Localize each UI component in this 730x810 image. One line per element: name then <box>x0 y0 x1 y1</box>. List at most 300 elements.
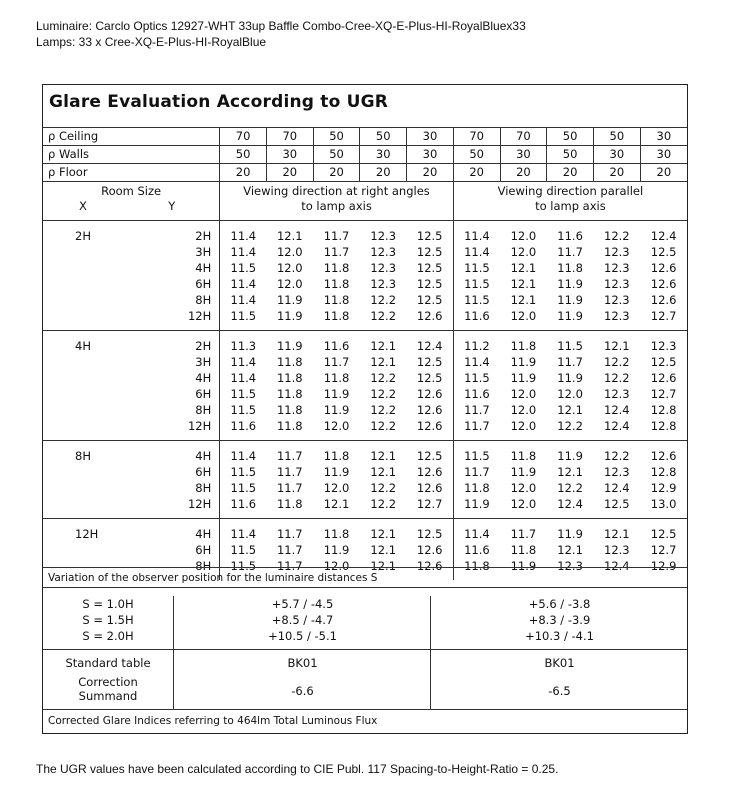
footer-note: The UGR values have been calculated according to CIE Publ. 117 Spacing-to-Height-Ratio = 0.25. <box>36 762 559 776</box>
ugr-value: 12.4 <box>604 481 630 495</box>
luminaire-header <box>36 18 526 50</box>
ugr-value: 11.4 <box>220 519 267 543</box>
ugr-value: 12.1 <box>510 277 537 291</box>
reflectance-value: 70 <box>220 128 267 146</box>
ugr-value: 12.8 <box>650 419 677 433</box>
ugr-value: 11.5 <box>220 402 267 418</box>
ugr-value: 12.6 <box>416 543 443 557</box>
ugr-value: 12.6 <box>650 371 677 385</box>
table-title: Glare Evaluation According to UGR <box>49 92 389 112</box>
parallel-line1: Viewing direction parallel <box>497 184 644 198</box>
ugr-value: 12.7 <box>416 497 443 511</box>
reflectance-value: 20 <box>407 164 454 182</box>
room-x <box>43 542 173 558</box>
ugr-value: 11.7 <box>276 481 303 495</box>
ugr-value: 12.5 <box>407 221 454 245</box>
ugr-table <box>43 127 687 580</box>
ugr-value: 11.7 <box>557 245 583 259</box>
ugr-value: 11.7 <box>500 519 547 543</box>
ugr-value: 12.3 <box>370 245 397 259</box>
ugr-value: 12.3 <box>604 261 630 275</box>
right-angles-header <box>220 182 454 221</box>
ugr-value: 11.8 <box>313 441 360 465</box>
reflectance-value: 50 <box>220 146 267 164</box>
ugr-value: 11.6 <box>220 496 267 519</box>
reflectance-row <box>43 128 687 146</box>
ugr-value: 11.5 <box>220 542 267 558</box>
ugr-value: 11.4 <box>220 292 267 308</box>
reflectance-value: 30 <box>266 146 313 164</box>
ugr-value: 11.4 <box>220 354 267 370</box>
ugr-value: 12.3 <box>640 331 687 355</box>
ugr-value: 12.4 <box>557 497 583 511</box>
ugr-value: 11.8 <box>313 519 360 543</box>
ugr-value: 11.4 <box>220 221 267 245</box>
reflectance-value: 30 <box>593 146 640 164</box>
ugr-value: 11.8 <box>453 558 500 580</box>
ugr-value: 12.0 <box>557 387 583 401</box>
room-y: 12H <box>187 419 212 433</box>
ugr-value: 12.2 <box>370 419 397 433</box>
ugr-value: 11.6 <box>220 418 267 441</box>
room-y: 4H <box>173 441 220 465</box>
reflectance-value: 70 <box>453 128 500 146</box>
room-x: 2H <box>43 221 173 245</box>
ugr-value: 11.9 <box>266 331 313 355</box>
ugr-value: 11.5 <box>220 480 267 496</box>
reflectance-label: ρ Walls <box>43 146 220 164</box>
ugr-value: 12.2 <box>370 371 397 385</box>
ugr-value: 11.8 <box>323 371 350 385</box>
ugr-value: 12.2 <box>370 481 397 495</box>
ugr-value: 12.1 <box>557 403 583 417</box>
ugr-value: 11.8 <box>276 419 303 433</box>
ugr-value: 12.0 <box>323 419 350 433</box>
ugr-value: 12.5 <box>416 293 443 307</box>
ugr-data-row <box>43 221 687 245</box>
ugr-value: 11.8 <box>276 371 303 385</box>
ugr-value: 11.7 <box>266 519 313 543</box>
room-y: 3H <box>195 355 212 369</box>
room-y: 8H <box>195 481 212 495</box>
room-y: 6H <box>195 543 212 557</box>
ugr-value: 12.6 <box>416 309 443 323</box>
ugr-value: 11.8 <box>500 331 547 355</box>
parallel-standard <box>430 650 688 710</box>
ugr-data-row <box>43 354 687 370</box>
ugr-value: 11.8 <box>276 403 303 417</box>
ugr-value: 12.3 <box>604 309 630 323</box>
ugr-value: 12.1 <box>323 497 350 511</box>
ugr-value: 12.4 <box>640 221 687 245</box>
reflectance-label: ρ Floor <box>43 164 220 182</box>
ugr-value: 11.8 <box>323 261 350 275</box>
ugr-value: 11.8 <box>323 277 350 291</box>
s-label: S = 1.5H <box>82 613 134 627</box>
ugr-value: 11.9 <box>557 293 583 307</box>
ugr-value: 12.1 <box>557 465 583 479</box>
ugr-value: 12.0 <box>276 277 303 291</box>
room-x <box>43 496 173 519</box>
ugr-value: 11.2 <box>453 331 500 355</box>
ugr-value: 11.5 <box>453 441 500 465</box>
ugr-value: 12.1 <box>557 543 583 557</box>
ugr-value: 11.9 <box>510 371 537 385</box>
room-size-label: Room Size <box>101 184 162 198</box>
parallel-header <box>453 182 687 221</box>
x-label: X <box>79 199 87 213</box>
ugr-value: 12.1 <box>266 221 313 245</box>
ugr-value: 12.5 <box>416 245 443 259</box>
ugr-value: 11.7 <box>323 245 350 259</box>
reflectance-value: 70 <box>500 128 547 146</box>
corrected-note: Corrected Glare Indices referring to 464lm Total Luminous Flux <box>43 709 687 733</box>
ugr-value: 12.5 <box>650 245 677 259</box>
room-y: 2H <box>173 221 220 245</box>
reflectance-value: 50 <box>313 146 360 164</box>
ugr-value: 11.7 <box>323 355 350 369</box>
xy-labels <box>43 199 219 214</box>
ugr-data-row <box>43 276 687 292</box>
right-angles-standard <box>173 650 431 710</box>
room-x <box>43 464 173 480</box>
ugr-value: 11.7 <box>453 418 500 441</box>
s-right-angles-value: +10.5 / -5.1 <box>268 629 337 643</box>
ugr-value: 12.5 <box>416 355 443 369</box>
ugr-value: 11.3 <box>220 331 267 355</box>
ugr-value: 12.6 <box>416 419 443 433</box>
correction-summand-label <box>43 675 173 703</box>
lamps-line: Lamps: 33 x Cree-XQ-E-Plus-HI-RoyalBlue <box>36 35 267 49</box>
ugr-value: 11.9 <box>323 403 350 417</box>
room-x <box>43 244 173 260</box>
ugr-data-row <box>43 402 687 418</box>
reflectance-value: 30 <box>640 128 687 146</box>
ugr-data-row <box>43 542 687 558</box>
ugr-value: 11.8 <box>453 480 500 496</box>
ugr-value: 11.9 <box>557 309 583 323</box>
ugr-data-row <box>43 386 687 402</box>
reflectance-value: 20 <box>453 164 500 182</box>
ugr-data-row <box>43 519 687 543</box>
ugr-value: 12.1 <box>370 355 397 369</box>
ugr-data-row <box>43 496 687 519</box>
ugr-value: 11.9 <box>547 441 594 465</box>
ugr-value: 12.7 <box>650 309 677 323</box>
reflectance-value: 20 <box>640 164 687 182</box>
ugr-value: 12.7 <box>650 387 677 401</box>
correction-value: -6.5 <box>548 684 571 698</box>
ugr-value: 11.4 <box>220 244 267 260</box>
ugr-value: 13.0 <box>650 497 677 511</box>
reflectance-value: 20 <box>313 164 360 182</box>
variation-label: Variation of the observer position for the luminaire distances S <box>43 567 687 587</box>
ugr-value: 11.8 <box>276 497 303 511</box>
ugr-value: 12.2 <box>370 403 397 417</box>
ugr-value: 12.4 <box>604 559 630 573</box>
room-x <box>43 370 173 386</box>
ugr-data-row <box>43 331 687 355</box>
room-x <box>43 386 173 402</box>
ugr-value: 12.0 <box>510 403 537 417</box>
ugr-value: 11.8 <box>500 441 547 465</box>
reflectance-value: 70 <box>266 128 313 146</box>
standard-table-block <box>43 649 687 710</box>
ugr-value: 12.4 <box>407 331 454 355</box>
room-x <box>43 276 173 292</box>
ugr-value: 12.0 <box>510 245 537 259</box>
ugr-value: 12.7 <box>650 543 677 557</box>
ugr-value: 12.0 <box>323 559 350 573</box>
ugr-data-row <box>43 244 687 260</box>
ugr-value: 12.6 <box>416 559 443 573</box>
reflectance-value: 20 <box>593 164 640 182</box>
ugr-value: 11.9 <box>510 355 537 369</box>
reflectance-value: 20 <box>547 164 594 182</box>
viewing-direction-header <box>43 182 687 221</box>
ugr-value: 12.5 <box>407 519 454 543</box>
ugr-value: 12.1 <box>360 441 407 465</box>
ugr-value: 12.6 <box>416 403 443 417</box>
ugr-data-row <box>43 480 687 496</box>
ugr-value: 12.1 <box>360 331 407 355</box>
ugr-value: 12.0 <box>510 419 537 433</box>
ugr-value: 12.9 <box>650 559 677 573</box>
ugr-value: 12.1 <box>510 261 537 275</box>
reflectance-row <box>43 164 687 182</box>
luminaire-line: Luminaire: Carclo Optics 12927-WHT 33up Baffle Combo-Cree-XQ-E-Plus-HI-RoyalBluex33 <box>36 19 526 33</box>
ugr-value: 11.8 <box>276 387 303 401</box>
ugr-value: 12.1 <box>510 293 537 307</box>
ugr-value: 12.2 <box>604 371 630 385</box>
ugr-value: 11.7 <box>276 559 303 573</box>
ugr-value: 11.7 <box>453 402 500 418</box>
ugr-value: 12.0 <box>510 497 537 511</box>
room-y: 12H <box>187 309 212 323</box>
ugr-value: 12.0 <box>276 261 303 275</box>
ugr-value: 11.8 <box>510 543 537 557</box>
ugr-value: 12.0 <box>510 309 537 323</box>
room-y: 8H <box>195 403 212 417</box>
room-x: 4H <box>43 331 173 355</box>
reflectance-row <box>43 146 687 164</box>
room-x: 8H <box>43 441 173 465</box>
ugr-value: 11.5 <box>453 370 500 386</box>
ugr-value: 11.4 <box>453 519 500 543</box>
ugr-value: 12.2 <box>370 309 397 323</box>
ugr-value: 12.8 <box>650 403 677 417</box>
reflectance-value: 50 <box>453 146 500 164</box>
ugr-value: 12.2 <box>370 293 397 307</box>
ugr-value: 11.7 <box>266 441 313 465</box>
room-y: 8H <box>195 293 212 307</box>
reflectance-value: 20 <box>500 164 547 182</box>
ugr-value: 11.9 <box>510 559 537 573</box>
ugr-value: 11.4 <box>453 354 500 370</box>
ugr-value: 12.0 <box>510 387 537 401</box>
s-label: S = 2.0H <box>82 629 134 643</box>
ugr-value: 12.8 <box>650 465 677 479</box>
reflectance-value: 30 <box>500 146 547 164</box>
ugr-value: 12.1 <box>370 543 397 557</box>
room-y: 4H <box>173 519 220 543</box>
ugr-value: 11.5 <box>220 260 267 276</box>
ugr-value: 11.6 <box>453 308 500 331</box>
ugr-value: 11.9 <box>547 519 594 543</box>
parallel-line2: to lamp axis <box>535 199 606 213</box>
ugr-value: 12.2 <box>593 441 640 465</box>
ugr-value: 12.6 <box>416 387 443 401</box>
ugr-value: 11.4 <box>220 441 267 465</box>
ugr-value: 12.2 <box>557 481 583 495</box>
ugr-value: 12.2 <box>604 355 630 369</box>
reflectance-value: 30 <box>360 146 407 164</box>
room-y: 3H <box>195 245 212 259</box>
ugr-data-row <box>43 260 687 276</box>
ugr-value: 11.9 <box>510 465 537 479</box>
s-right-angles-value: +5.7 / -4.5 <box>271 597 334 611</box>
ugr-value: 12.5 <box>650 355 677 369</box>
ugr-value: 11.6 <box>453 386 500 402</box>
ugr-value: 11.9 <box>453 496 500 519</box>
room-x <box>43 402 173 418</box>
room-x <box>43 418 173 441</box>
reflectance-value: 20 <box>266 164 313 182</box>
ugr-value: 12.5 <box>604 497 630 511</box>
ugr-value: 11.6 <box>453 542 500 558</box>
room-y: 12H <box>187 497 212 511</box>
ugr-value: 12.3 <box>557 559 583 573</box>
ugr-value: 11.9 <box>323 465 350 479</box>
standard-table-value: BK01 <box>544 656 575 670</box>
ugr-data-row <box>43 370 687 386</box>
reflectance-value: 30 <box>640 146 687 164</box>
ugr-value: 12.3 <box>604 543 630 557</box>
ugr-value: 11.5 <box>453 260 500 276</box>
reflectance-value: 50 <box>360 128 407 146</box>
room-size-header <box>43 182 220 221</box>
ugr-value: 12.0 <box>276 245 303 259</box>
ugr-value: 11.4 <box>220 370 267 386</box>
ugr-value: 11.5 <box>220 558 267 580</box>
ugr-value: 12.3 <box>604 293 630 307</box>
reflectance-value: 50 <box>547 128 594 146</box>
s-distance-block <box>43 587 687 650</box>
y-label: Y <box>168 199 176 213</box>
ugr-value: 12.4 <box>604 419 630 433</box>
s-parallel-value: +8.3 / -3.9 <box>528 613 591 627</box>
s-parallel-value: +10.3 / -4.1 <box>525 629 594 643</box>
ugr-value: 11.9 <box>323 387 350 401</box>
room-y: 6H <box>195 465 212 479</box>
ugr-value: 12.1 <box>370 559 397 573</box>
room-y: 2H <box>173 331 220 355</box>
reflectance-value: 50 <box>593 128 640 146</box>
reflectance-value: 20 <box>360 164 407 182</box>
correction-value: -6.6 <box>291 684 314 698</box>
ugr-value: 11.5 <box>220 308 267 331</box>
reflectance-value: 30 <box>407 146 454 164</box>
ugr-value: 12.3 <box>604 387 630 401</box>
s-label: S = 1.0H <box>82 597 134 611</box>
ugr-value: 12.6 <box>640 441 687 465</box>
ugr-value: 12.5 <box>416 371 443 385</box>
ugr-data-row <box>43 464 687 480</box>
ugr-value: 12.3 <box>604 277 630 291</box>
ugr-value: 11.9 <box>557 277 583 291</box>
room-y: 4H <box>195 371 212 385</box>
ugr-value: 11.5 <box>547 331 594 355</box>
room-x <box>43 308 173 331</box>
room-x <box>43 292 173 308</box>
ugr-value: 11.4 <box>220 276 267 292</box>
room-y: 4H <box>195 261 212 275</box>
ugr-value: 11.9 <box>276 309 303 323</box>
ugr-value: 12.2 <box>593 221 640 245</box>
ugr-value: 11.5 <box>220 464 267 480</box>
correction-label-line2: Summand <box>78 689 138 703</box>
reflectance-value: 20 <box>220 164 267 182</box>
ugr-value: 12.4 <box>604 403 630 417</box>
ugr-value: 12.5 <box>416 277 443 291</box>
reflectance-label: ρ Ceiling <box>43 128 220 146</box>
ugr-value: 11.7 <box>313 221 360 245</box>
ugr-value: 12.5 <box>640 519 687 543</box>
ugr-value: 11.8 <box>276 355 303 369</box>
ugr-value: 12.2 <box>557 419 583 433</box>
room-y: 6H <box>195 277 212 291</box>
room-x <box>43 260 173 276</box>
ugr-value: 11.5 <box>453 276 500 292</box>
ugr-value: 11.7 <box>276 465 303 479</box>
ugr-value: 12.6 <box>416 481 443 495</box>
room-x: 12H <box>43 519 173 543</box>
ugr-value: 12.3 <box>360 221 407 245</box>
ugr-value: 11.6 <box>313 331 360 355</box>
standard-table-label: Standard table <box>65 656 151 670</box>
ugr-value: 12.0 <box>323 481 350 495</box>
ugr-value: 11.8 <box>323 293 350 307</box>
room-x <box>43 354 173 370</box>
ugr-value: 11.4 <box>453 244 500 260</box>
right-angles-line1: Viewing direction at right angles <box>243 184 430 198</box>
ugr-value: 12.2 <box>370 497 397 511</box>
ugr-value: 11.9 <box>323 543 350 557</box>
ugr-value: 12.3 <box>370 261 397 275</box>
ugr-value: 12.1 <box>593 519 640 543</box>
ugr-value: 12.1 <box>593 331 640 355</box>
s-right-angles-value: +8.5 / -4.7 <box>271 613 334 627</box>
ugr-value: 12.0 <box>500 221 547 245</box>
ugr-value: 12.6 <box>650 293 677 307</box>
reflectance-value: 50 <box>313 128 360 146</box>
ugr-value: 12.3 <box>370 277 397 291</box>
room-x <box>43 480 173 496</box>
reflectance-value: 50 <box>547 146 594 164</box>
room-y: 6H <box>195 387 212 401</box>
ugr-value: 12.9 <box>650 481 677 495</box>
ugr-value: 12.5 <box>416 261 443 275</box>
ugr-value: 12.6 <box>650 277 677 291</box>
ugr-value: 11.5 <box>220 386 267 402</box>
ugr-value: 11.6 <box>547 221 594 245</box>
ugr-table-box <box>42 84 688 734</box>
standard-table-value: BK01 <box>287 656 318 670</box>
correction-label-line1: Correction <box>78 675 138 689</box>
ugr-value: 11.4 <box>453 221 500 245</box>
ugr-value: 11.8 <box>557 261 583 275</box>
s-parallel-value: +5.6 / -3.8 <box>528 597 591 611</box>
